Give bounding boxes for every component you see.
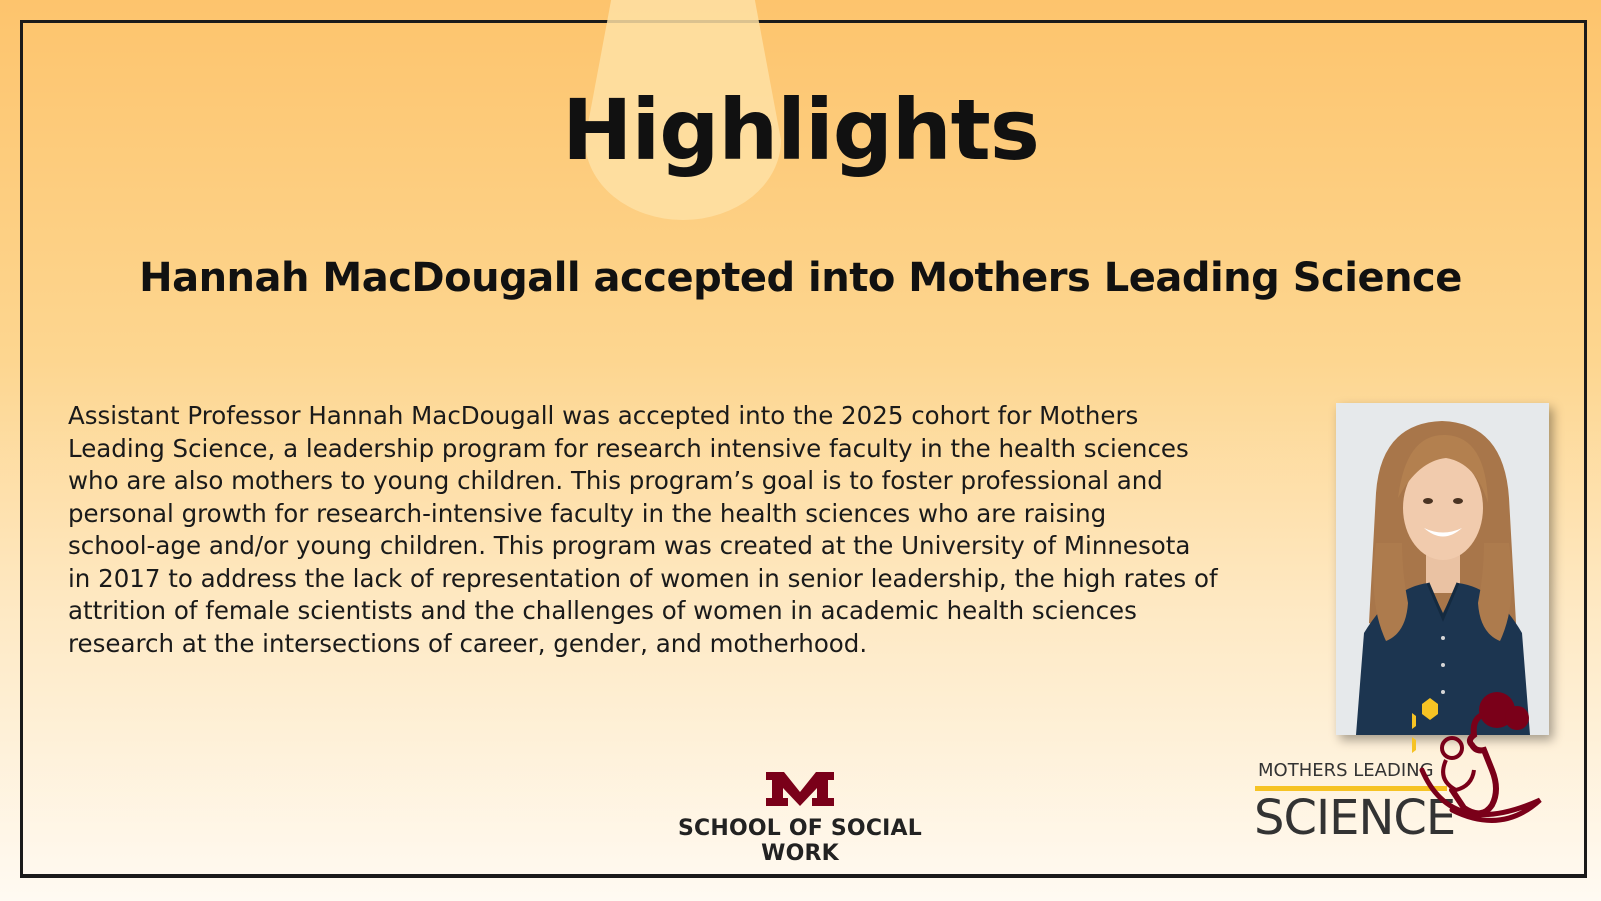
mls-logo-bottom-text: SCIENCE (1254, 790, 1456, 846)
headline: Hannah MacDougall accepted into Mothers Leading Science (139, 255, 1462, 301)
mothers-leading-science-logo (1252, 690, 1552, 850)
portrait-illustration (1336, 403, 1549, 735)
school-name: SCHOOL OF SOCIAL WORK (678, 816, 922, 866)
article-body (68, 400, 1313, 660)
page-title: Highlights (562, 81, 1039, 179)
body-line: research at the intersections of career, gender, and motherhood. (68, 628, 868, 658)
mother-child-icon (1412, 690, 1552, 840)
body-line: Assistant Professor Hannah MacDougall was accepted into the 2025 cohort for Mothers (68, 401, 1139, 430)
body-line: in 2017 to address the lack of representation of women in senior leadership, the high rates of (68, 563, 1218, 593)
gold-m-logo-icon (764, 768, 836, 808)
body-line: attrition of female scientists and the challenges of women in academic health sciences (68, 596, 1137, 625)
school-of-social-work-logo (640, 768, 960, 866)
body-line: Leading Science, a leadership program for research intensive faculty in the health sciences (68, 433, 1189, 463)
portrait-photo (1336, 403, 1549, 735)
body-line: school-age and/or young children. This program was created at the University of Minnesota (68, 531, 1191, 560)
mls-logo-top-text: MOTHERS LEADING (1258, 760, 1434, 781)
body-line: personal growth for research-intensive faculty in the health sciences who are raising (68, 498, 1107, 528)
body-line: who are also mothers to young children. This program’s goal is to foster professional and (68, 466, 1163, 495)
